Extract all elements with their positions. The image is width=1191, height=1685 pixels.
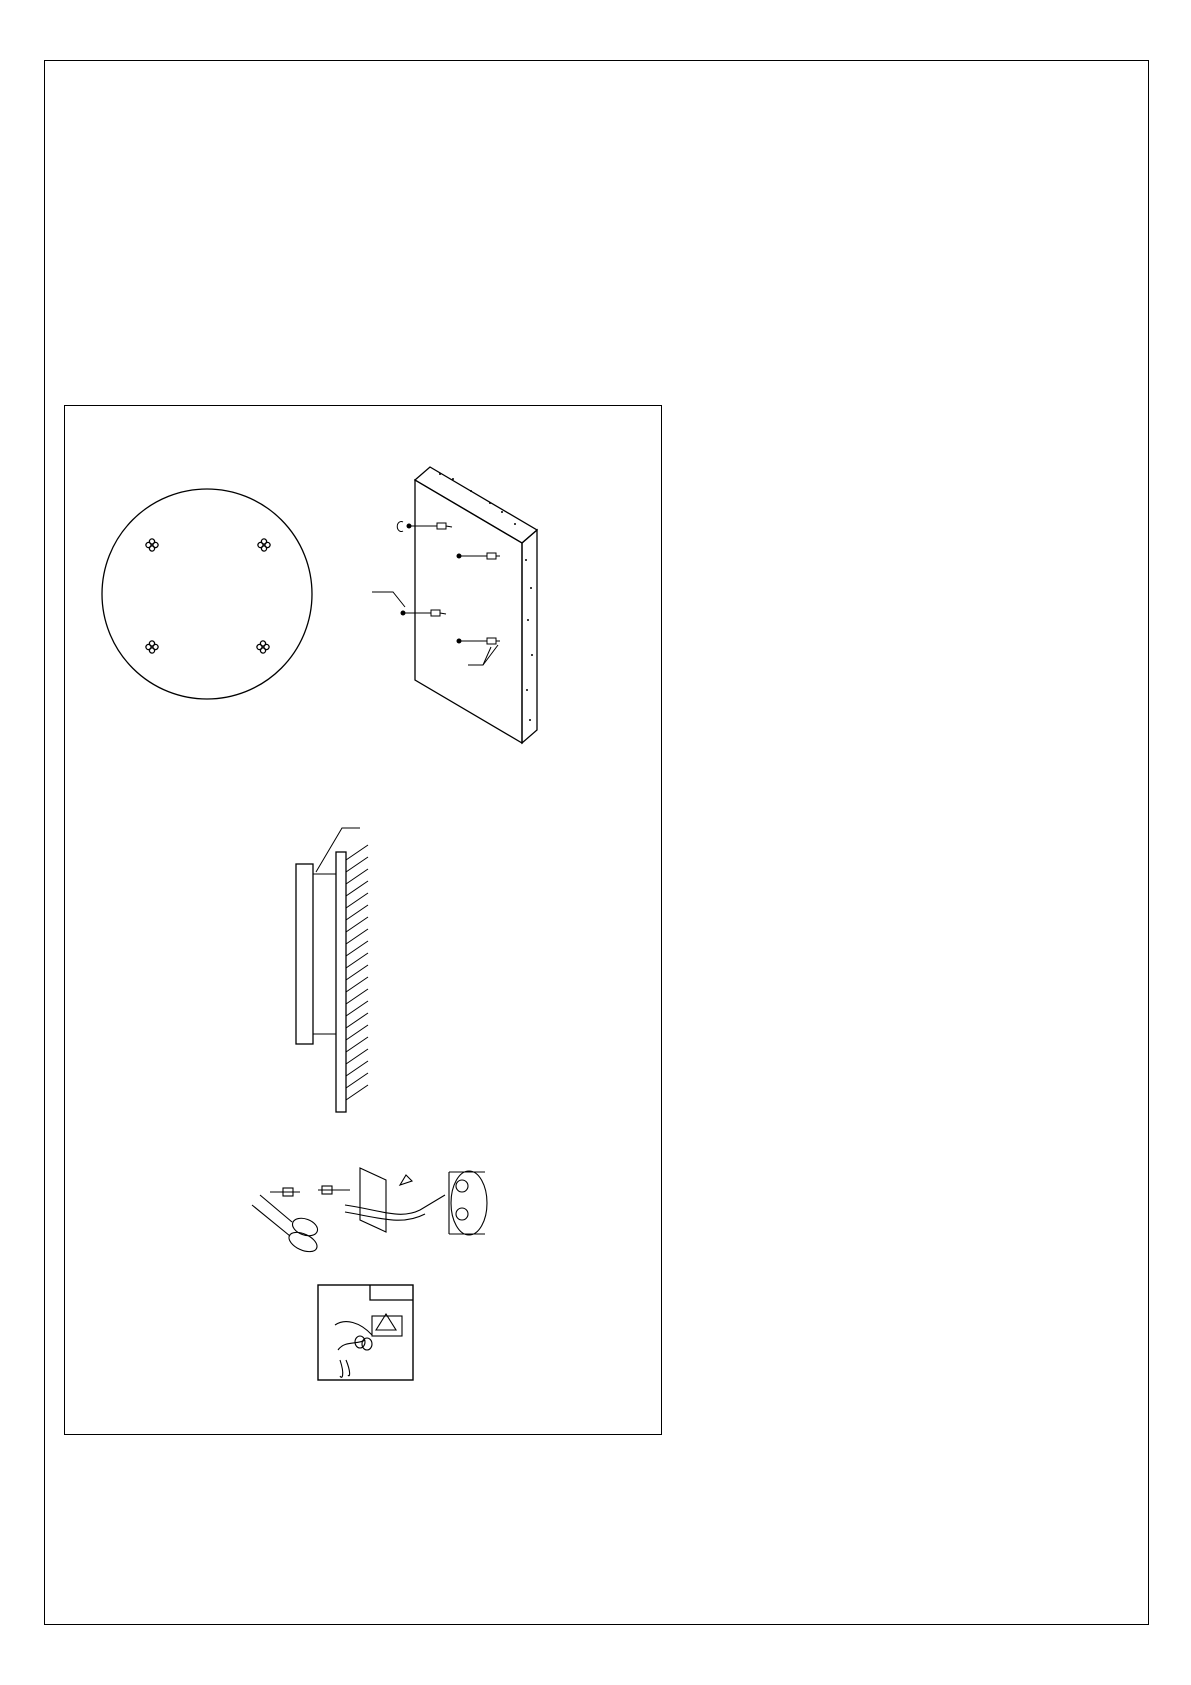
mounting-hole-icon — [257, 641, 269, 653]
mounting-hole-icon — [146, 539, 158, 551]
mounting-hole-icon — [146, 641, 158, 653]
wall-panel-with-screws-and-anchors — [372, 467, 537, 743]
scissors-icon — [252, 1195, 320, 1256]
side-view-mirror-on-wall — [296, 828, 368, 1112]
hand-icon — [335, 1322, 372, 1378]
mounting-hole-icon — [258, 539, 270, 551]
junction-box-icon — [449, 1171, 487, 1235]
socket-icon — [372, 1314, 402, 1336]
plug-into-socket-detail — [318, 1285, 413, 1380]
wiring-diagram — [252, 1168, 487, 1256]
round-mirror-back — [102, 489, 312, 699]
